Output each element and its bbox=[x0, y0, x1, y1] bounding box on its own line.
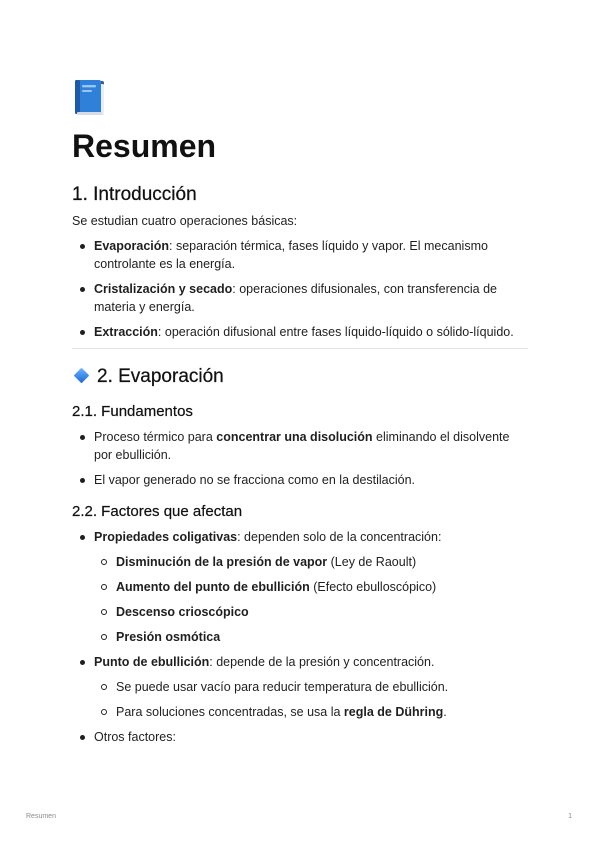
sublist-item: Se puede usar vacío para reducir temperatura de ebullición. bbox=[94, 678, 528, 696]
subsection-heading-factores: 2.2. Factores que afectan bbox=[72, 503, 243, 520]
sublist-item: Disminución de la presión de vapor (Ley de Raoult) bbox=[94, 553, 528, 571]
factores-list bbox=[72, 528, 528, 746]
footer-title: Resumen bbox=[26, 813, 56, 820]
sublist-item: Presión osmótica bbox=[94, 628, 528, 646]
section-heading-evaporacion: 2. Evaporación bbox=[72, 365, 528, 389]
list-item: Otros factores: bbox=[72, 728, 528, 746]
list-item: Cristalización y secado: operaciones difusionales, con transferencia de materia y energía. bbox=[72, 280, 528, 316]
sublist-item: Aumento del punto de ebullición (Efecto ebulloscópico) bbox=[94, 578, 528, 596]
intro-lead: Se estudian cuatro operaciones básicas: bbox=[72, 214, 298, 228]
blue-book-icon bbox=[72, 78, 108, 118]
sublist-item: Descenso crioscópico bbox=[94, 603, 528, 621]
list-item: El vapor generado no se fracciona como en la destilación. bbox=[72, 471, 528, 489]
blue-diamond-icon bbox=[74, 368, 90, 384]
section-heading-introduccion: 1. Introducción bbox=[72, 184, 197, 205]
fundamentos-list bbox=[72, 428, 528, 489]
sublist-item: Para soluciones concentradas, se usa la regla de Dühring. bbox=[94, 703, 528, 721]
list-item: Propiedades coligativas: dependen solo de la concentración: Disminución de la presión de vapor (Ley de Raoult) Aumento del punto de ebullición (Efecto ebulloscópico) Descenso crioscópico Presión osmótica bbox=[72, 528, 528, 646]
intro-list bbox=[72, 237, 528, 341]
ebullicion-sublist bbox=[94, 678, 528, 721]
subsection-heading-fundamentos: 2.1. Fundamentos bbox=[72, 403, 193, 420]
document-page bbox=[72, 78, 528, 746]
list-item: Punto de ebullición: depende de la presión y concentración. Se puede usar vacío para reducir temperatura de ebullición. Para soluciones concentradas, se usa la regla de Dühring. bbox=[72, 653, 528, 721]
list-item: Proceso térmico para concentrar una disolución eliminando el disolvente por ebullición. bbox=[72, 428, 528, 464]
footer-page-number: 1 bbox=[568, 813, 572, 820]
list-item: Extracción: operación difusional entre fases líquido-líquido o sólido-líquido. bbox=[72, 323, 528, 341]
list-item: Evaporación: separación térmica, fases líquido y vapor. El mecanismo controlante es la energía. bbox=[72, 237, 528, 273]
section-divider bbox=[72, 348, 528, 349]
coligativas-sublist bbox=[94, 553, 528, 646]
page-title: Resumen bbox=[72, 128, 217, 164]
